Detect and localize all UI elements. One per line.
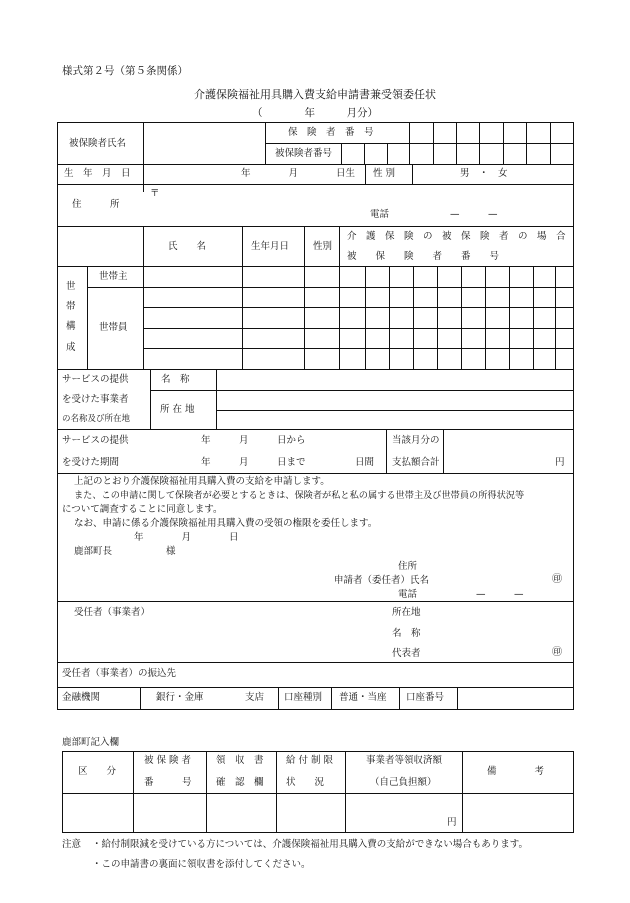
provider-name-label: 名 称 [161,374,190,385]
col-limit-2: 状 況 [286,777,325,788]
provider-label-2: を受けた事業者 [62,394,129,405]
period-days: 日間 [355,457,375,468]
account-type-label: 口座種別 [284,692,323,703]
provider-location-label: 所 在 地 [160,404,195,415]
address-label: 住 所 [72,199,120,210]
col-case-line2: 被 保 険 者 番 号 [347,251,500,262]
insurer-number-label: 保 険 者 番 号 [288,127,374,138]
addressee: 鹿部町長 [74,546,113,557]
sex-options: 男 ・ 女 [460,168,508,179]
household-head-label: 世帯主 [99,271,128,282]
account-number-label: 口座番号 [406,692,445,703]
insured-person-number-label: 被保険者番号 [275,148,333,159]
transfer-label: 受任者（事業者）の振込先 [62,668,177,679]
delegate-seal: ㊞ [552,647,562,658]
form-number: 様式第２号（第５条関係） [62,65,188,77]
declaration-date: 年 月 日 [134,532,239,543]
col-sex: 性別 [313,241,333,252]
delegate-location-label: 所在地 [392,607,421,618]
col-kubun: 区 分 [78,766,117,777]
household-section-char-2: 帯 [66,301,76,312]
col-case-line1: 介 護 保 険 の 被 保 険 者 の 場 合 [347,231,566,242]
household-member-label: 世帯員 [99,322,128,333]
period-label-1: サービスの提供 [62,435,129,446]
town-section-label: 鹿部町記入欄 [62,737,120,748]
col-insured-1: 被 保 険 者 [144,755,192,766]
col-limit-1: 給 付 制 限 [286,755,334,766]
col-name: 氏 名 [168,241,207,252]
page-title: 介護保険福祉用具購入費支給申請書兼受領委任状 [194,88,436,101]
delegate-rep-label: 代表者 [392,648,421,659]
declaration-line1: 上記のとおり介護保険福祉用具購入費の支給を申請します。 [74,476,330,487]
period-to: 年 月 日まで [201,457,306,468]
household-section-char-3: 構 [66,321,76,332]
addressee-honorific: 様 [166,546,176,557]
bank-text: 銀行・金庫 [156,692,204,703]
total-yen: 円 [555,457,565,468]
provider-label-1: サービスの提供 [62,374,129,385]
declaration-line4: なお、申請に係る介護保険福祉用具購入費の受領の権限を委任します。 [74,518,378,529]
col-insured-2: 番 号 [144,777,192,788]
phone-dashes: — — [450,209,498,220]
birthdate-label: 生 年 月 日 [64,168,131,179]
applicant-seal: ㊞ [552,574,562,585]
delegate-name-label: 名 称 [392,628,421,639]
applicant-address-label: 住所 [398,561,418,572]
total-label-1: 当該月分の [392,435,440,446]
notes-label: 注意 [62,839,82,850]
col-birth: 生年月日 [251,241,290,252]
sex-label: 性 別 [373,168,396,179]
account-type-value: 普通・当座 [339,692,387,703]
delegate-label: 受任者（事業者） [74,607,151,618]
declaration-line2: また、この申請に関して保険者が必要とするときは、保険者が私と私の属する世帯主及び世帯員の所得状況等 [74,490,525,501]
note-1: ・給付制限減を受けている方については、介護保険福祉用具購入費の支給ができない場合もあります。 [92,839,529,850]
town-yen: 円 [447,817,457,828]
provider-label-3: の名称及び所在地 [62,414,131,424]
applicant-phone-label: 電話 [398,589,418,600]
period-label-2: を受けた期間 [62,457,120,468]
household-section-char-4: 成 [66,342,76,353]
institution-label: 金融機関 [62,692,101,703]
insured-name-label: 被保険者氏名 [69,138,127,149]
col-remarks: 備 考 [487,766,545,777]
postal-mark: 〒 [150,188,160,199]
branch-text: 支店 [245,692,265,703]
applicant-phone-dashes: — — [476,589,524,600]
birthdate-value: 年 月 日生 [241,168,356,179]
phone-label: 電話 [370,209,390,220]
applicant-name-label: 申請者（委任者）氏名 [334,575,430,586]
col-receipt-2: 確 認 欄 [216,777,264,788]
col-amount-2: （自己負担額） [370,777,437,788]
col-receipt-1: 領 収 書 [216,755,264,766]
period-line: （ 年 月分） [252,107,378,119]
note-2: ・この申請書の裏面に領収書を添付してください。 [92,859,311,870]
col-amount-1: 事業者等領収済額 [366,755,443,766]
period-from: 年 月 日から [201,435,306,446]
declaration-line3: について調査することに同意します。 [62,504,223,515]
household-section-char-1: 世 [66,281,76,292]
total-label-2: 支払額合計 [392,457,440,468]
